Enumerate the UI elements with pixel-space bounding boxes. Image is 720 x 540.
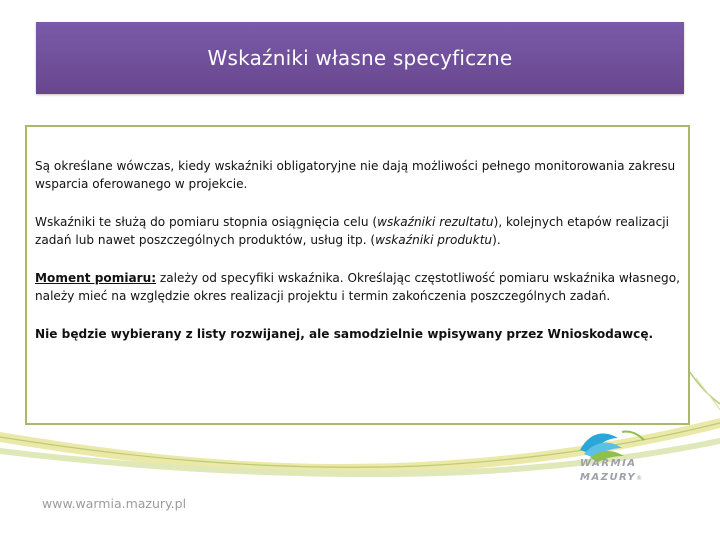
measurement-label: Moment pomiaru: bbox=[35, 271, 157, 285]
footer-url: www.warmia.mazury.pl bbox=[42, 496, 187, 511]
logo-text-mazury: MAZURY® bbox=[580, 472, 643, 483]
paragraph-purpose: Wskaźniki te służą do pomiaru stopnia osiągnięcia celu (wskaźniki rezultatu), kolejnych etapów realizacji zadań lub nawet poszczególnych produktów, usług itp. (wskaźniki produktu). bbox=[35, 215, 669, 247]
paragraph-entry-note: Nie będzie wybierany z listy rozwijanej, ale samodzielnie wpisywany przez Wnioskodawcę. bbox=[35, 327, 654, 341]
content-box bbox=[25, 125, 690, 425]
logo-text-warmia: WARMIA bbox=[580, 458, 637, 469]
paragraph-definition: Są określane wówczas, kiedy wskaźniki obligatoryjne nie dają możliwości pełnego monitorowania zakresu wsparcia oferowanego w projekcie. bbox=[35, 159, 676, 191]
emphasis-result-indicators: wskaźniki rezultatu bbox=[377, 215, 494, 229]
paragraph-measurement: Moment pomiaru: zależy od specyfiki wskaźnika. Określając częstotliwość pomiaru wskaźnika własnego, należy mieć na względzie okres realizacji projektu i termin zakończenia poszczególnych zadań. bbox=[35, 271, 680, 303]
title-bar bbox=[36, 22, 684, 94]
slide-title: Wskaźniki własne specyficzne bbox=[207, 46, 513, 70]
registered-mark: ® bbox=[636, 475, 643, 482]
emphasis-product-indicators: wskaźniki produktu bbox=[375, 233, 493, 247]
